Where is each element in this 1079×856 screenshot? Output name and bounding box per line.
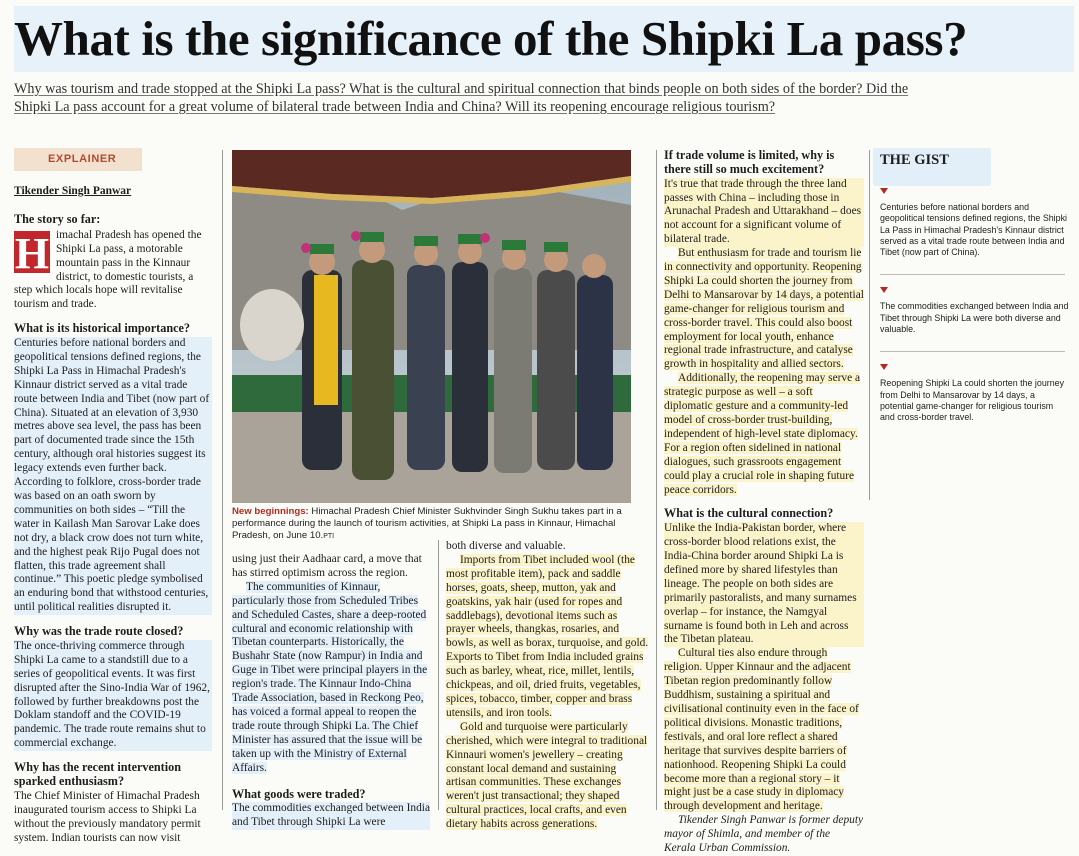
heading-recent-intervention: Why has the recent intervention sparked enthusiasm?: [14, 760, 182, 788]
gist-item: [880, 364, 1070, 423]
column-rule-1: [222, 150, 223, 810]
recent-text: The Chief Minister of Himachal Pradesh inaugurated tourism access to Shipki La without the previously mandatory permit system. Indian tourists can now visit: [14, 789, 201, 844]
gist-title: THE GIST: [873, 148, 991, 186]
caption-credit: PTI: [323, 533, 335, 540]
heading-goods-traded: What goods were traded?: [232, 786, 366, 801]
column-4: [664, 148, 864, 855]
byline: Tikender Singh Panwar: [14, 185, 132, 197]
heading-trade-closed: Why was the trade route closed?: [14, 624, 184, 639]
col4-text-4: Unlike the India-Pakistan border, where cross-border blood relations exist, the India-China border around Shipki La is defined more by shared lifestyles than lineage. The people on both sides are primarily pastoralists, and many surnames overlap – for instance, the Namgyal surname is found both in Leh and across the Tibetan plateau.: [664, 522, 864, 647]
bullet-triangle-icon: [880, 287, 888, 293]
column-1: [14, 212, 212, 844]
headline: What is the significance of the Shipki La pass?: [14, 6, 1074, 72]
gist-divider: [880, 274, 1065, 275]
caption-lead: New beginnings:: [232, 506, 309, 517]
standfirst-line-1: Why was tourism and trade stopped at the Shipki La pass? What is the cultural and spiritual connection that binds people on both sides of the border? Did the: [14, 81, 909, 97]
gist-item-text: Reopening Shipki La could shorten the journey from Delhi to Mansarovar by 14 days, a potential game-changer for religious tourism and cross-border travel.: [880, 378, 1065, 423]
col2-text-1: using just their Aadhaar card, a move that has stirred optimism across the region.: [232, 553, 422, 579]
column-3: [446, 540, 649, 831]
column-2: [232, 553, 430, 829]
column-rule-4: [869, 150, 870, 500]
photo-caption: [232, 506, 642, 543]
explainer-label: EXPLAINER: [14, 148, 142, 171]
author-note: Tikender Singh Panwar is former deputy mayor of Shimla, and member of the Kerala Urban Commission.: [664, 814, 864, 855]
news-photo: [232, 150, 631, 503]
gist-list: [880, 188, 1070, 440]
heading-cultural-connection: What is the cultural connection?: [664, 506, 834, 521]
column-rule-2: [438, 540, 439, 810]
col2-text-3: The commodities exchanged between India and Tibet through Shipki La were: [232, 802, 430, 829]
heading-historical-importance: What is its historical importance?: [14, 321, 191, 336]
gist-item: [880, 188, 1070, 258]
col3-text-2: Imports from Tibet included wool (the most profitable item), pack and saddle horses, goats, sheep, mutton, yak and goatskins, yak hair (used for ropes and saddlebags), devotional items such as prayer wheels, thangkas, rosaries, and bowls, as well as borax, turquoise, and gold. Exports to Tibet from India included grains such as barley, wheat, rice, millet, lentils, chickpeas, and oil, dried fruits, vegetables, spices, tobacco, timber, copper and brass utensils, and iron tools.: [446, 553, 649, 719]
col4-text-2: But enthusiasm for trade and tourism lie in connectivity and opportunity. Reopening Shipki La could shorten the journey from Delhi to Mansarovar by 14 days, a potential game-changer for religious tourism and cross-border travel. This could also boost employment for local youth, enhance regional trade infrastructure, and catalyse growth in hospitality and allied sectors.: [664, 247, 864, 371]
dropcap: H: [14, 228, 50, 278]
caption-text: Himachal Pradesh Chief Minister Sukhvinder Singh Sukhu takes part in a performance during the launch of tourism activities, at Shipki La pass in Kinnaur, Himachal Pradesh, on June 10.: [232, 506, 622, 541]
col2-text-2: The communities of Kinnaur, particularly those from Scheduled Tribes and Scheduled Castes, share a deep-rooted cultural and economic relationship with Tibetan counterparts. Historically, the Bushahr State (now Rampur) in India and Guge in Tibet were principal players in the region's trade. The Kinnaur Indo-China Trade Association, based in Reckong Peo, has voiced a formal appeal to reopen the trade route through Shipki La. The Chief Minister has assured that the issue will be taken up with the Ministry of External Affairs.: [232, 580, 428, 774]
gist-item-text: Centuries before national borders and geopolitical tensions defined regions, the Shipki La Pass in Himachal Pradesh's Kinnaur district served as a vital trade route between India and Tibet (now part of China).: [880, 202, 1067, 258]
gist-divider: [880, 351, 1065, 352]
dancers-illustration: [232, 150, 631, 503]
col4-text-1: It's true that trade through the three land passes with China – including those in Arunachal Pradesh and Uttarakhand – does not account for a significant volume of bilateral trade.: [664, 178, 864, 248]
standfirst-line-2: Shipki La pass account for a great volume of bilateral trade between India and China? Will its reopening encourage religious tourism?: [14, 99, 776, 115]
bullet-triangle-icon: [880, 364, 888, 370]
closed-text: The once-thriving commerce through Shipki La came to a standstill due to a series of geopolitical events. It was first disrupted after the Sino-India War of 1962, followed by further breakdowns post the Doklam standoff and the COVID-19 pandemic. The trade route remains shut to commercial exchange.: [14, 640, 212, 751]
story-text: imachal Pradesh has opened the Shipki La pass, a motorable mountain pass in the Kinnaur district, to domestic tourists, a step which locals hope will revitalise tourism and trade.: [14, 228, 202, 311]
col4-text-3: Additionally, the reopening may serve a strategic purpose as well – a soft diplomatic gesture and a community-led model of cross-border trust-building, independent of high-level state diplomacy. For a region often sidelined in national dialogues, such grassroots engagement could play a crucial role in shaping future peace corridors.: [664, 372, 861, 496]
standfirst: [14, 80, 939, 116]
gist-item-text: The commodities exchanged between India and Tibet through Shipki La were both diverse and valuable.: [880, 301, 1069, 335]
heading-excitement: If trade volume is limited, why is there still so much excitement?: [664, 148, 835, 176]
col3-text-3: Gold and turquoise were particularly cherished, which were integral to traditional Kinnauri women's jewellery – creating constant local demand and sustaining artisan communities. These exchanges weren't just transactional; they shaped cultural practices, local crafts, and even dietary habits across generations.: [446, 720, 648, 831]
col3-text-1: both diverse and valuable.: [446, 540, 566, 552]
bullet-triangle-icon: [880, 188, 888, 194]
history-text: Centuries before national borders and geopolitical tensions defined regions, the Shipki La Pass in Himachal Pradesh's Kinnaur district served as a vital trade route between India and Tibet (now part of China). Situated at an elevation of 3,930 metres above sea level, the pass has been part of documented trade since the 15th century, although oral histories suggest its legacy extends even further back. According to folklore, cross-border trade was based on an oath sworn by communities on both sides – “Till the water in Kailash Man Sarovar Lake does not dry, a black crow does not turn white, and the highest peak Rijo Pugal does not flatten, this trade agreement shall continue.” This poetic pledge symbolised an enduring bond that withstood centuries, until political realities disrupted it.: [14, 337, 212, 615]
col4-text-5: Cultural ties also endure through religion. Upper Kinnaur and the adjacent Tibetan region predominantly follow Buddhism, sustaining a spiritual and civilisational continuity even in the face of political divisions. Monastic traditions, festivals, and oral lore reflect a shared heritage that survives despite barriers of nationhood. Reopening Shipki La could become more than a regional story – it might just be a case study in diplomacy through development and heritage.: [664, 647, 859, 813]
gist-item: [880, 287, 1070, 335]
heading-story-so-far: The story so far:: [14, 212, 101, 226]
column-rule-3: [656, 150, 657, 810]
